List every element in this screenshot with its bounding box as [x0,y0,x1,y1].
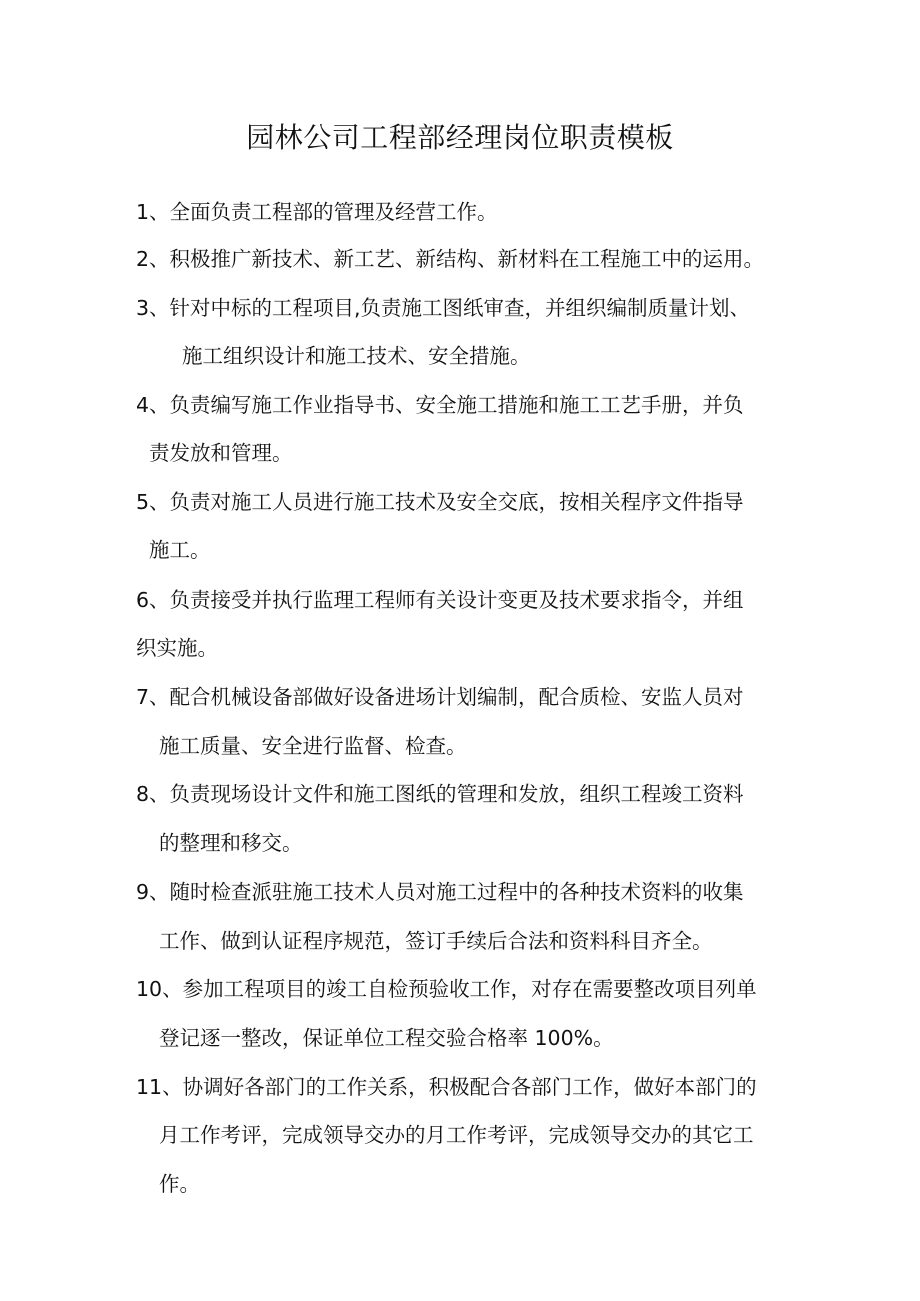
item-7-line-2: 施工质量、安全进行监督、检查。 [159,734,467,758]
item-6-line-2: 织实施。 [136,636,218,660]
item-9-line-1: 9、随时检查派驻施工技术人员对施工过程中的各种技术资料的收集 [136,880,744,904]
item-4-line-2: 责发放和管理。 [149,441,293,465]
item-8-line-1: 8、负责现场设计文件和施工图纸的管理和发放，组织工程竣工资料 [136,782,744,806]
item-5-line-1: 5、负责对施工人员进行施工技术及安全交底，按相关程序文件指导 [136,490,744,514]
item-3-line-2: 施工组织设计和施工技术、安全措施。 [182,344,531,368]
item-11-line-1: 11、协调好各部门的工作关系，积极配合各部门工作，做好本部门的 [136,1075,757,1099]
item-2-line-1: 2、积极推广新技术、新工艺、新结构、新材料在工程施工中的运用。 [136,247,765,271]
document-title: 园林公司工程部经理岗位职责模板 [246,121,674,154]
item-11-line-3: 作。 [159,1172,200,1196]
item-3-line-1: 3、针对中标的工程项目,负责施工图纸审查，并组织编制质量计划、 [136,296,751,320]
item-10-line-1: 10、参加工程项目的竣工自检预验收工作，对存在需要整改项目列单 [136,977,757,1001]
item-11-line-2: 月工作考评，完成领导交办的月工作考评，完成领导交办的其它工 [159,1123,754,1147]
item-10-line-2: 登记逐一整改，保证单位工程交验合格率 100%。 [159,1026,614,1050]
item-1-line-1: 1、全面负责工程部的管理及经营工作。 [136,200,498,224]
item-6-line-1: 6、负责接受并执行监理工程师有关设计变更及技术要求指令，并组 [136,588,744,612]
item-9-line-2: 工作、做到认证程序规范，签订手续后合法和资料科目齐全。 [159,929,713,953]
item-7-line-1: 7、配合机械设备部做好设备进场计划编制，配合质检、安监人员对 [136,685,744,709]
item-5-line-2: 施工。 [149,538,211,562]
item-8-line-2: 的整理和移交。 [159,831,303,855]
item-4-line-1: 4、负责编写施工作业指导书、安全施工措施和施工工艺手册，并负 [136,393,744,417]
